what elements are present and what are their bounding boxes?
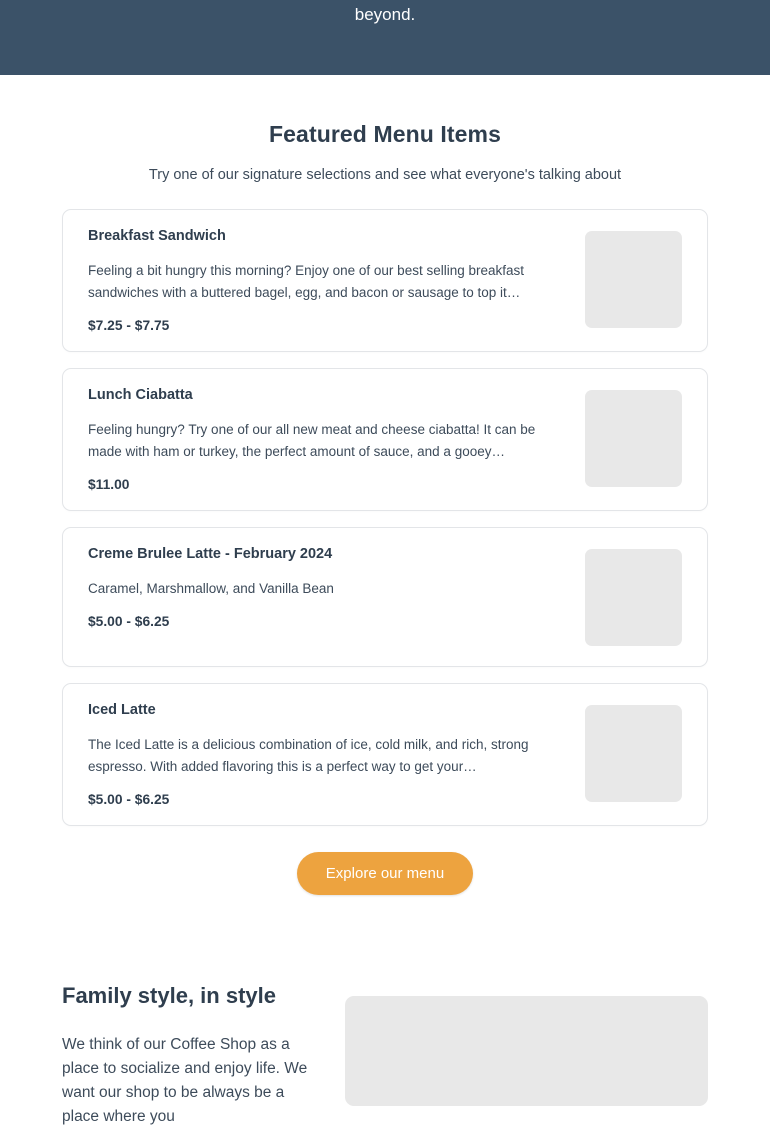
family-style-text-column	[62, 983, 317, 1129]
list-item[interactable]	[62, 209, 708, 352]
featured-subtitle: Try one of our signature selections and see what everyone's talking about	[148, 167, 622, 183]
menu-item-name: Lunch Ciabatta	[88, 387, 193, 403]
menu-item-price: $7.25 - $7.75	[88, 318, 170, 333]
menu-item-image	[585, 390, 682, 487]
menu-item-price: $11.00	[88, 477, 130, 492]
menu-item-description: Feeling a bit hungry this morning? Enjoy one of our best selling breakfast sandwiches with a buttered bagel, egg, and bacon or sausage to top it…	[88, 263, 525, 300]
menu-item-content	[88, 228, 578, 333]
menu-item-image	[585, 549, 682, 646]
menu-item-price: $5.00 - $6.25	[88, 614, 170, 629]
explore-menu-button[interactable]: Explore our menu	[297, 852, 473, 895]
menu-item-content	[88, 546, 578, 629]
family-style-section	[0, 983, 770, 1129]
menu-item-content	[88, 702, 578, 807]
list-item[interactable]	[62, 368, 708, 511]
menu-item-image	[585, 705, 682, 802]
menu-item-description: Feeling hungry? Try one of our all new meat and cheese ciabatta! It can be made with ham or turkey, the perfect amount of sauce, and a gooey…	[88, 422, 536, 459]
menu-item-name: Breakfast Sandwich	[88, 228, 226, 244]
menu-item-description: The Iced Latte is a delicious combination of ice, cold milk, and rich, strong espresso. With added flavoring this is a perfect way to get your…	[88, 737, 529, 774]
hero-tagline: beyond.	[354, 5, 416, 24]
featured-menu-list	[0, 209, 770, 826]
menu-item-image	[585, 231, 682, 328]
page-title: Featured Menu Items	[269, 121, 501, 147]
family-style-title: Family style, in style	[62, 983, 276, 1008]
menu-item-name: Iced Latte	[88, 702, 156, 718]
menu-item-price: $5.00 - $6.25	[88, 792, 170, 807]
featured-menu-section	[0, 75, 770, 895]
menu-item-name: Creme Brulee Latte - February 2024	[88, 546, 333, 562]
family-style-image	[345, 996, 708, 1106]
family-style-body: We think of our Coffee Shop as a place to socialize and enjoy life. We want our shop to be always be a place where you	[62, 1036, 308, 1125]
list-item[interactable]	[62, 527, 708, 667]
menu-item-content	[88, 387, 578, 492]
cta-container	[0, 852, 770, 895]
list-item[interactable]	[62, 683, 708, 826]
menu-item-description: Caramel, Marshmallow, and Vanilla Bean	[88, 581, 334, 596]
hero-banner	[0, 0, 770, 75]
